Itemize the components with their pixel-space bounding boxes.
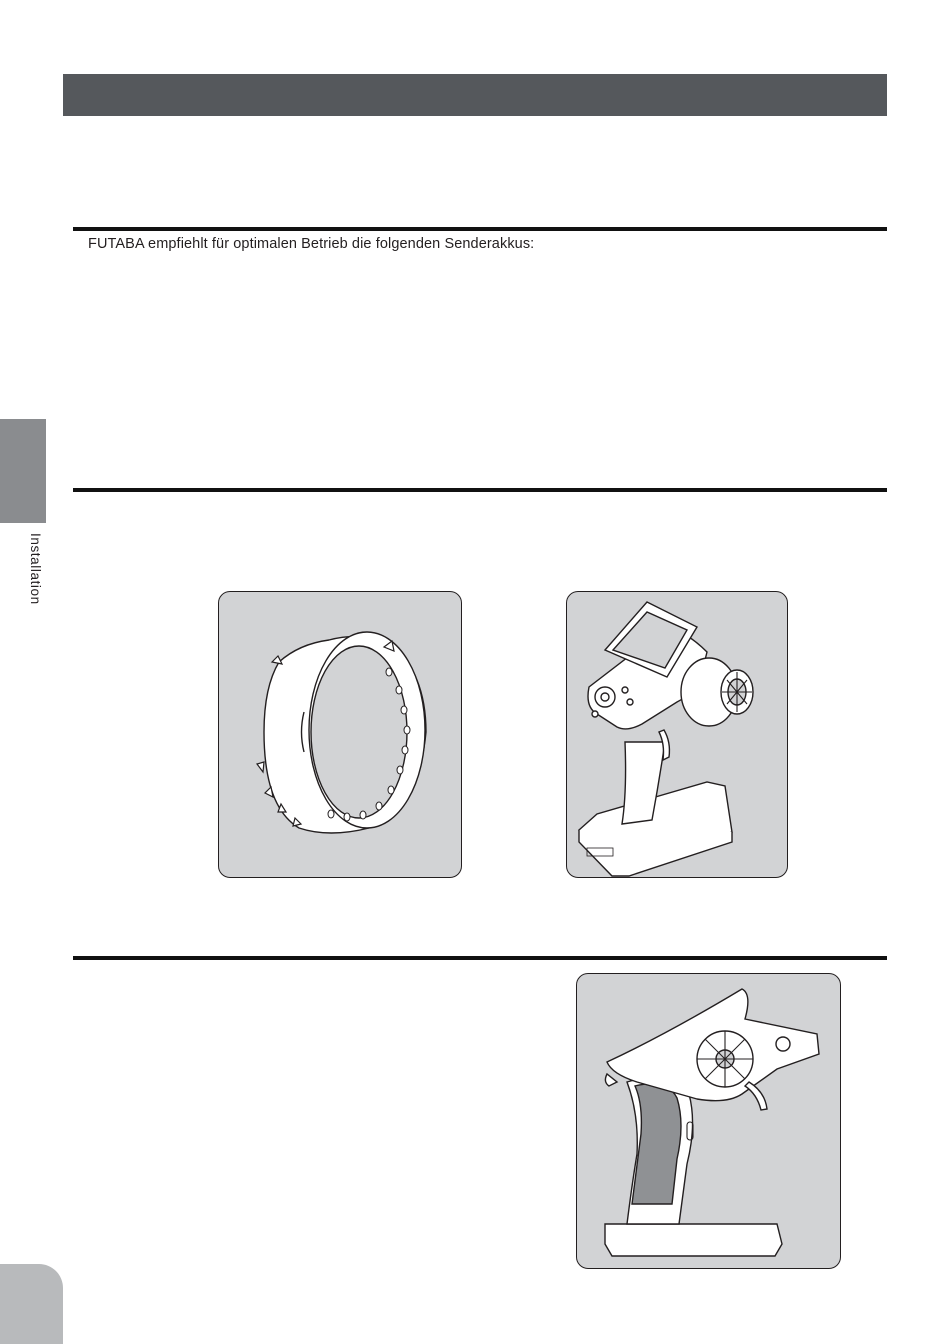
side-chapter-tab [0,419,46,523]
intro-text: FUTABA empfiehlt für optimalen Betrieb die folgenden Senderakkus: [88,236,535,252]
section-rule-bottom [73,956,887,960]
page-number-tab [0,1264,63,1344]
section-rule-top [73,227,887,231]
section-rule-middle [73,488,887,492]
transmitter-front-figure [566,591,788,878]
transmitter-front-view-illustration [567,592,787,877]
transmitter-side-figure [576,973,841,1269]
section-header-bar [63,74,887,116]
transmitter-side-view-illustration [577,974,840,1268]
ring-adapter-figure [218,591,462,878]
wheel-ring-adapter-illustration [219,592,461,877]
side-chapter-label: Installation [28,533,43,605]
